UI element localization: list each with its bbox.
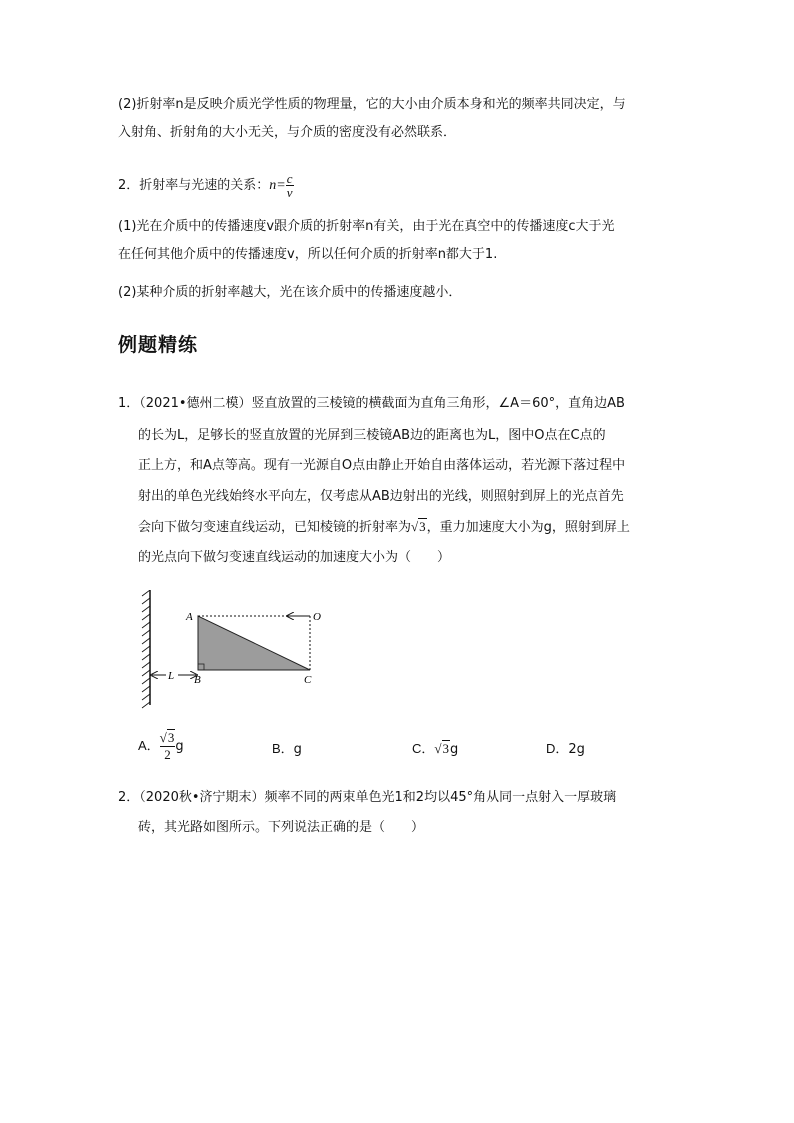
formula-prefix: 2．折射率与光速的关系： — [118, 178, 270, 193]
screen-wall — [142, 590, 150, 708]
text-segment: 会向下做匀变速直线运动，已知棱镜的折射率为 — [138, 520, 412, 535]
prism-triangle — [198, 616, 310, 670]
choice-label: A． — [138, 738, 160, 753]
question-1-line: 1．（2021•德州二模）竖直放置的三棱镜的横截面为直角三角形，∠A＝60°，直角边AB — [118, 396, 625, 411]
text-segment: ，重力加速度大小为g，照射到屏上 — [426, 520, 630, 535]
label-C: C — [304, 674, 312, 686]
choice-a[interactable] — [138, 730, 184, 763]
question-1-line: 的长为L，足够长的竖直放置的光屏到三棱镜AB边的距离也为L，图中O点在C点的 — [138, 428, 606, 443]
fraction-denominator: v — [286, 185, 293, 200]
choice-unit: g — [450, 742, 459, 757]
text-line: 入射角、折射角的大小无关，与介质的密度没有必然联系． — [118, 125, 457, 140]
choice-fraction — [160, 730, 176, 763]
choice-label: C． — [412, 741, 435, 756]
text-line: (2)折射率n是反映介质光学性质的物理量，它的大小由介质本身和光的频率共同决定，与 — [118, 97, 626, 112]
prism-figure — [138, 590, 338, 715]
fraction-numerator: √3 — [159, 730, 175, 745]
text-line: (2)某种介质的折射率越大，光在该介质中的传播速度越小． — [118, 285, 462, 300]
formula-lhs: n= — [269, 178, 286, 193]
choice-text: 2g — [568, 742, 585, 757]
label-O: O — [313, 611, 321, 623]
fraction-numerator: c — [286, 171, 293, 186]
question-2-line: 砖，其光路如图所示。下列说法正确的是（ ） — [138, 820, 425, 835]
sqrt-expression: √3 — [434, 741, 450, 756]
sqrt-radicand: 3 — [419, 519, 426, 534]
choice-label: B． — [272, 741, 294, 756]
question-1-line: 射出的单色光线始终水平向左，仅考虑从AB边射出的光线，则照射到屏上的光点首先 — [138, 489, 624, 504]
choice-d[interactable] — [546, 738, 585, 757]
formula-fraction — [286, 172, 294, 199]
question-1-line: 的光点向下做匀变速直线运动的加速度大小为（ ） — [138, 550, 451, 565]
section-heading: 例题精练 — [118, 334, 199, 356]
choice-unit: g — [175, 739, 184, 754]
question-2-line: 2．（2020秋•济宁期末）频率不同的两束单色光1和2均以45°角从同一点射入一厚玻璃 — [118, 790, 617, 805]
text-line: 在任何其他介质中的传播速度v，所以任何介质的折射率n都大于1. — [118, 247, 498, 262]
label-L: L — [168, 670, 175, 682]
text-line: (1)光在介质中的传播速度v跟介质的折射率n有关，由于光在真空中的传播速度c大于光 — [118, 219, 615, 234]
question-1-line — [138, 519, 630, 536]
choice-text: g — [293, 742, 302, 757]
choice-b[interactable] — [272, 738, 302, 757]
fraction-denominator: 2 — [164, 747, 171, 762]
label-A: A — [186, 611, 193, 623]
choice-label: D． — [546, 741, 569, 756]
question-1-line: 正上方，和A点等高。现有一光源自O点由静止开始自由落体运动，若光源下落过程中 — [138, 458, 626, 473]
formula-line — [118, 172, 294, 199]
label-B: B — [194, 674, 201, 686]
choice-c[interactable] — [412, 738, 458, 757]
sqrt-expression: √3 — [411, 519, 426, 534]
